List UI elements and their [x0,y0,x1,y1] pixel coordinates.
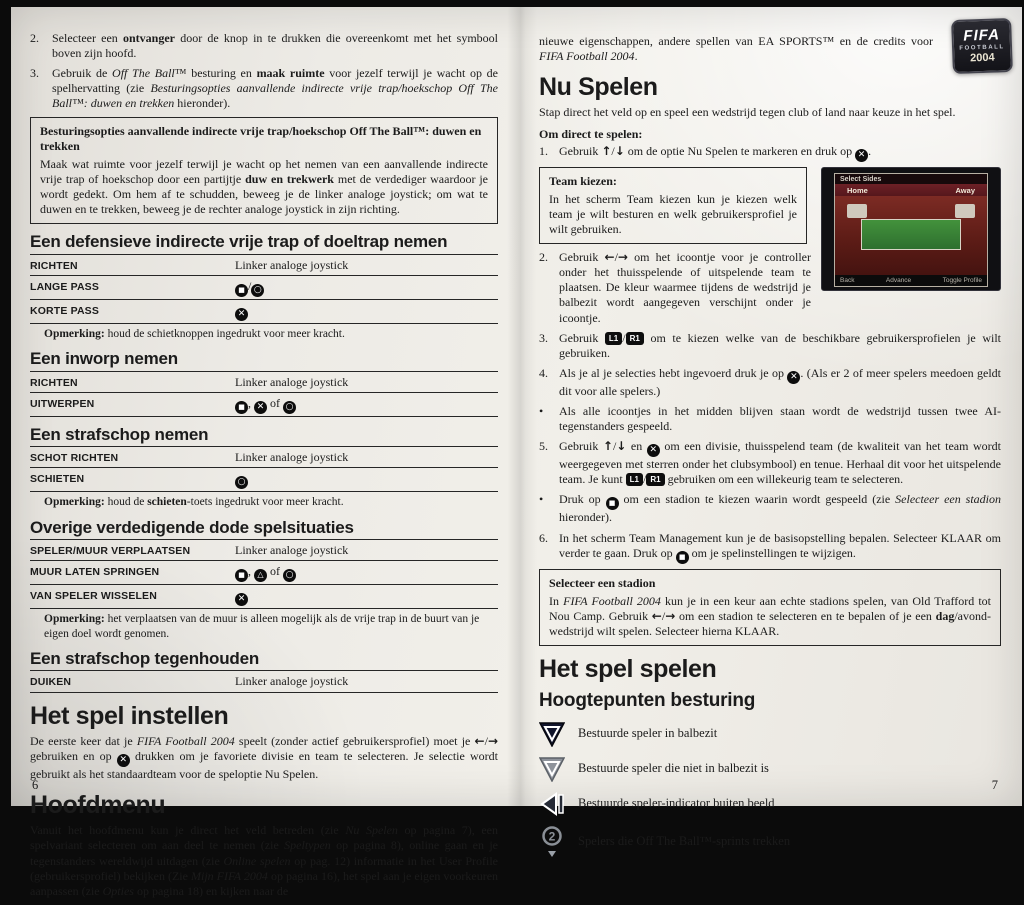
right-arrow-icon: → [665,608,676,623]
screenshot-screen [834,173,988,287]
up-arrow-icon: ↑ [601,143,612,158]
away-label: Away [955,185,975,195]
circle-button-icon: ○ [283,401,296,414]
cross-button-icon: ✕ [235,308,248,321]
legend-label: Bestuurde speler die niet in balbezit is [578,761,769,776]
page-6 [30,31,498,905]
stadium-box-body: In FIFA Football 2004 kun je in een keur aan echte stadions spelen, van Old Trafford tot Nou Camp. Gebruik ←/→ om een stadion te selecteren en te bepalen of je een dag/avond-wedstrijd wilt spelen. Selecteer hierna KLAAR. [549,593,992,638]
controls-table [30,254,498,324]
cross-button-icon: ✕ [647,444,660,457]
square-button-icon: ■ [235,284,248,297]
section-heading: Overige verdedigende dode spelsituaties [30,517,354,537]
down-arrow-icon: ↓ [616,439,627,454]
control-value [235,468,498,492]
legend-item [539,791,1001,817]
table-row [30,392,498,416]
control-label: VAN SPELER WISSELEN [30,590,157,603]
callout-box [30,117,498,225]
table-row [30,447,498,468]
square-button-icon: ■ [235,401,248,414]
cross-button-icon: ✕ [117,754,130,767]
control-value [235,299,498,323]
subheading-hoogtepunten: Hoogtepunten besturing [539,690,756,712]
hoofdmenu-paragraph: Vanuit het hoofdmenu kun je direct het veld betreden (zie Nu Spelen op pagina 7), een spelvariant selecteren om aan deel te nemen (zie Speltypen op pagina 8), online gaan en je tegenstanders wereldwijd uitdagen (zie Online spelen op pag. 12) informatie in het User Profile (gebruikersprofiel) bekijken (Zie Mijn FIFA 2004 op pagina 16), het spel aan je eigen voorkeuren aanpassen (zie Opties op pagina 18) en kijken naar de [30,823,499,898]
stadium-box-title: Selecteer een stadion [549,575,656,590]
screenshot-footer [835,275,987,286]
step-item [539,366,1001,399]
triangle-button-icon: △ [254,569,267,582]
control-label: LANGE PASS [30,280,99,293]
step-number: 4. [539,365,548,380]
controls-table [30,670,498,692]
away-crest [955,204,975,218]
control-label: SCHIETEN [30,473,85,486]
step-number: 1. [539,143,548,158]
square-button-icon: ■ [676,551,689,564]
callout-body: Maak wat ruimte voor jezelf terwijl je wacht op het nemen van een aanvallende indirecte vrije trap of hoekschop door een partijtje duw en trekwerk met de verdediger waardoor je wordt gedekt. Om hem af te schudden, beweeg je de linker analoge joystick; om wat te duwen en te trekken, beweeg je de rechter analoge joystick in zijn richting. [40,156,488,217]
list-text: Gebruik de Off The Ball™ besturing en maak ruimte voor jezelf terwijl je wacht op de spelhervatting (zie Besturingsopties aanvallende indirecte vrije trap/hoekschop Off The Ball™: duwen en trekken hieronder). [52,66,498,111]
control-value [235,585,498,609]
step-number: 6. [539,530,548,545]
table-row [30,275,498,299]
table-row [30,371,498,392]
l1-button-icon: L1 [605,332,622,345]
screenshot-body [835,196,987,275]
section-heading: Een strafschop nemen [30,424,209,444]
r1-button-icon: R1 [626,332,644,345]
step-item [539,331,1001,361]
controls-table [30,539,498,609]
chapter-heading-hoofdmenu: Hoofdmenu [30,791,166,820]
step-number: 5. [539,439,548,454]
circle-button-icon: ○ [235,476,248,489]
control-value: ■ , ✕ of ○ [235,392,498,416]
control-value: ■ / ○ [235,275,498,299]
step-text: Gebruik L1 / R1 om te kiezen welke van de beschikbare gebruikersprofielen je wilt gebruiken. [559,330,1001,360]
controls-table [30,371,498,417]
toggle-profile-label: Toggle Profile [942,276,982,284]
player-no-possession-indicator-icon [539,756,565,782]
legend-item [539,756,1001,782]
circle-button-icon: ○ [251,284,264,297]
step-text: In het scherm Team Management kun je de basisopstelling bepalen. Selecteer KLAAR om verder te gaan. Druk op ■ om je spelinstellingen te wijzigen. [559,531,1001,560]
legend-label: Bestuurde speler in balbezit [578,726,718,741]
step-text: Gebruik ↑/↓ en ✕ om een divisie, thuisspelend team (de kwaliteit van het team wordt weergegeven met sterren onder het clubsymbool) en tenue. Herhaal dit voor het uitspelende team. Je kunt L1 / R1 gebruiken om een willekeurig team te selecteren. [559,439,1001,487]
advance-label: Advance [885,276,912,284]
list-item [30,66,498,111]
legend-label: Bestuurde speler-indicator buiten beeld [578,796,775,811]
step-number: 2. [539,250,548,265]
cross-button-icon: ✕ [787,371,800,384]
control-label: DUIKEN [30,676,72,689]
screenshot-header [835,184,987,196]
list-number: 2. [30,31,39,45]
control-value: Linker analoge joystick [235,543,349,557]
control-label: SPELER/MUUR VERPLAATSEN [30,545,191,557]
page-number-right: 7 [991,778,998,792]
continuation-paragraph: nieuwe eigenschappen, andere spellen van EA SPORTS™ en de credits voor FIFA Football 2004. [539,34,933,64]
square-button-icon: ■ [235,569,248,582]
right-arrow-icon: → [487,733,498,748]
control-label: MUUR LATEN SPRINGEN [30,566,160,579]
off-the-ball-sprint-icon [539,826,565,858]
home-label: Home [847,185,868,195]
list-text: Selecteer een ontvanger door de knop in te drukken die overeenkomt met het symbool boven zijn hoofd. [52,31,498,61]
square-button-icon: ■ [606,497,619,510]
l1-button-icon: L1 [626,473,643,486]
chapter-heading-spel-spelen: Het spel spelen [539,655,717,684]
offscreen-player-indicator-icon [539,791,565,817]
list-item [30,31,498,61]
table-row [30,585,498,609]
down-arrow-icon: ↓ [614,143,625,158]
control-value: ■ , △ of ○ [235,561,498,585]
control-value: Linker analoge joystick [235,450,349,465]
controls-legend [539,721,1001,858]
stadium-box [539,569,1001,646]
step-text: Gebruik ←/→ om het icoontje voor je controller onder het thuisspelende of uitspelende team te plaatsen. De kleur waarmee tijdens de wedstrijd je balbezit wordt aangegeven verschijnt onder je icoontje. [559,250,812,325]
bullet-text: Druk op ■ om een stadion te kiezen waarin wordt gespeeld (zie Selecteer een stadion hieronder). [559,492,1001,525]
legend-item [539,826,1001,858]
left-arrow-icon: ← [604,250,615,265]
nu-spelen-intro: Stap direct het veld op en speel een wedstrijd tegen club of land naar keuze in het spel. [539,105,956,120]
control-label: UITWERPEN [30,397,95,410]
left-arrow-icon: ← [651,608,662,623]
nu-spelen-lead: Om direct te spelen: [539,126,643,141]
table-row [30,254,498,275]
bullet-item [539,492,1001,525]
scanned-manual-spread [11,7,1022,898]
list-number: 3. [30,66,39,81]
control-value: Linker analoge joystick [235,674,349,689]
setup-paragraph: De eerste keer dat je FIFA Football 2004 speelt (zonder actief gebruikersprofiel) moet je ←/→ gebruiken en op ✕ drukken om je favoriete divisie en team te selecteren. Je selectie wordt gebruikt als het standaardteam voor de speloptie Nu Spelen. [30,733,498,781]
step-item [539,531,1001,564]
table-row [30,671,498,692]
pitch-preview [861,219,961,249]
screenshot-title: Select Sides [835,174,987,184]
controls-table [30,446,498,492]
step-item [539,439,1001,487]
cross-button-icon: ✕ [235,593,248,606]
bullet-text: Als alle icoontjes in het midden blijven staan wordt de wedstrijd tussen twee AI-tegenstanders gespeeld. [559,404,1001,434]
circle-button-icon: ○ [283,569,296,582]
page-number-left: 6 [32,778,39,792]
team-kiezen-title: Team kiezen: [549,173,617,188]
section-note: Opmerking: het verplaatsen van de muur is alleen mogelijk als de vrije trap in de buurt van je eigen doel wordt genomen. [44,613,480,640]
back-label: Back [840,276,855,284]
legend-item [539,721,1001,747]
legend-label: Spelers die Off The Ball™-sprints trekken [578,834,791,849]
control-value: Linker analoge joystick [235,374,349,389]
chapter-heading-setup: Het spel instellen [30,701,229,730]
right-arrow-icon: → [617,250,628,265]
control-label: KORTE PASS [30,304,99,317]
step-number: 3. [539,330,548,345]
section-note: Opmerking: houd de schietknoppen ingedrukt voor meer kracht. [44,327,345,340]
page-7 [539,31,1001,867]
table-row [30,299,498,323]
callout-title: Besturingsopties aanvallende indirecte vrije trap/hoekschop Off The Ball™: duwen en trekken [40,123,482,153]
home-crest [847,204,867,218]
step-text: Als je al je selecties hebt ingevoerd druk je op ✕ . (Als er 2 of meer spelers meedoen geldt dit voor alle spelers.) [559,365,1001,398]
control-value: Linker analoge joystick [235,257,349,272]
team-select-screenshot [821,167,1001,291]
section-heading: Een inworp nemen [30,349,178,369]
section-heading: Een strafschop tegenhouden [30,649,260,669]
bullet-marker: • [539,492,544,507]
table-row [30,561,498,585]
logo-year: 2004 [969,51,995,65]
page-gutter [507,7,537,806]
up-arrow-icon: ↑ [602,439,613,454]
r1-button-icon: R1 [646,473,664,486]
control-label: RICHTEN [30,376,78,389]
team-kiezen-box [539,167,807,244]
bullet-marker: • [539,404,544,418]
cross-button-icon: ✕ [855,149,868,162]
cross-button-icon: ✕ [254,401,267,414]
section-note: Opmerking: houd de schieten-toets ingedrukt voor meer kracht. [44,496,344,509]
logo-subtitle: FOOTBALL [959,44,1005,52]
control-label: SCHOT RICHTEN [30,452,119,465]
team-kiezen-body: In het scherm Team kiezen kun je kiezen welk team je wilt besturen en welk gebruikersprofiel je wilt gebruiken. [549,191,797,237]
table-row [30,468,498,492]
left-arrow-icon: ← [474,733,485,748]
section-heading: Een defensieve indirecte vrije trap of doeltrap nemen [30,232,448,252]
step-item [539,144,1001,162]
bullet-item [539,404,1001,434]
player-possession-indicator-icon [539,721,565,747]
logo-title: FIFA [963,26,1001,45]
control-label: RICHTEN [30,259,78,272]
chapter-heading-nu-spelen: Nu Spelen [539,73,658,102]
table-row [30,540,498,561]
sprint-badge-number: 2 [548,829,556,844]
step-text: Gebruik ↑/↓ om de optie Nu Spelen te markeren en druk op ✕ . [559,143,872,160]
